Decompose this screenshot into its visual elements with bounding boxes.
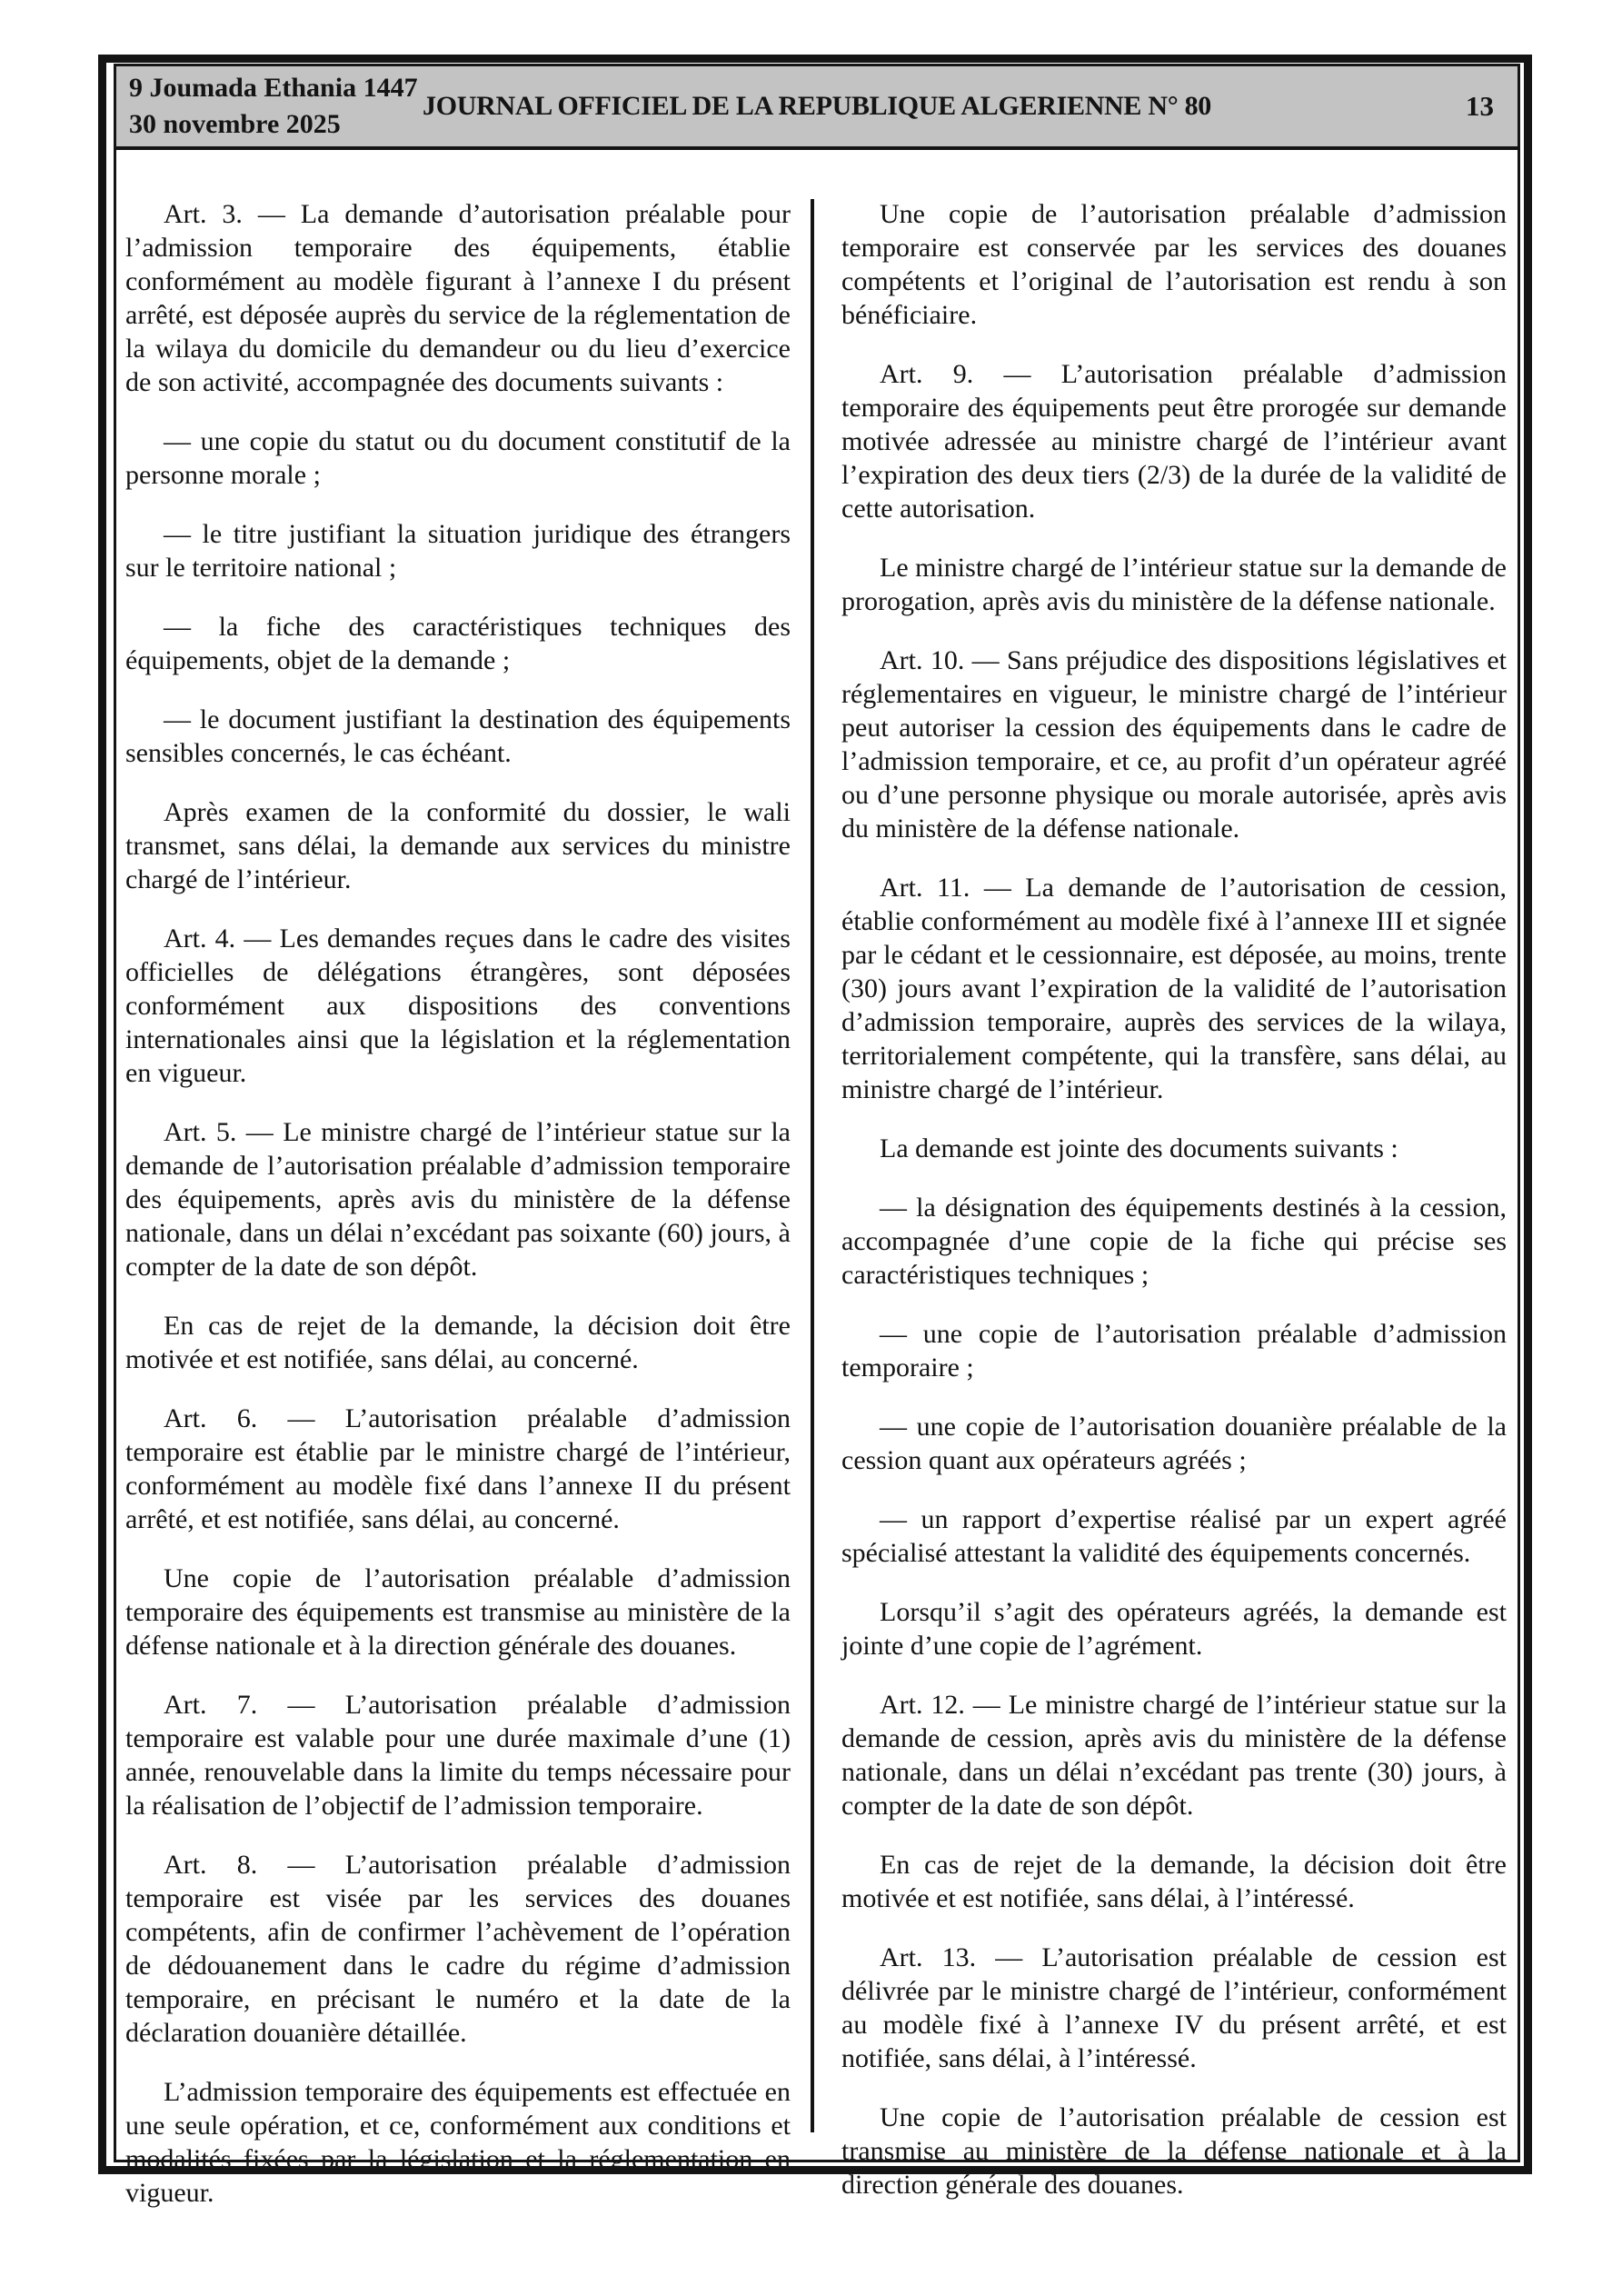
page-inner-frame: [114, 64, 1520, 2208]
journal-title: JOURNAL OFFICIEL DE LA REPUBLIQUE ALGERIENNE N° 80: [423, 91, 1211, 121]
left-column: [125, 197, 791, 2208]
page-header: [116, 66, 1518, 150]
paragraph: Art. 13. — L’autorisation préalable de cession est délivrée par le ministre chargé de l’intérieur, conformément au modèle fixé à l’annexe IV du présent arrêté, et est notifiée, sans délai, à l’intéressé.: [841, 1942, 1507, 2073]
paragraph: En cas de rejet de la demande, la décision doit être motivée et est notifiée, sans délai, au concerné.: [125, 1311, 791, 1374]
paragraph: Art. 7. — L’autorisation préalable d’admission temporaire est valable pour une durée maximale d’une (1) année, renouvelable dans la limite du temps nécessaire pour la réalisation de l’objectif de l’admission temporaire.: [125, 1690, 791, 1821]
paragraph: — le titre justifiant la situation juridique des étrangers sur le territoire national ;: [125, 519, 791, 583]
header-date-hijri: 9 Joumada Ethania 1447: [129, 73, 418, 103]
paragraph: Une copie de l’autorisation préalable de cession est transmise au ministère de la défense nationale et à la direction générale des douanes.: [841, 2102, 1507, 2200]
column-divider: [811, 199, 814, 2132]
header-date-gregorian: 30 novembre 2025: [129, 109, 341, 139]
paragraph: Art. 6. — L’autorisation préalable d’admission temporaire est établie par le ministre chargé de l’intérieur, conformément au modèle fixé dans l’annexe II du présent arrêté, et est notifiée, sans délai, au concerné.: [125, 1403, 791, 1534]
paragraph: — une copie du statut ou du document constitutif de la personne morale ;: [125, 426, 791, 490]
paragraph: — le document justifiant la destination des équipements sensibles concernés, le cas échéant.: [125, 704, 791, 768]
paragraph: Art. 12. — Le ministre chargé de l’intérieur statue sur la demande de cession, après avis du ministère de la défense nationale, dans un délai n’excédant pas trente (30) jours, à compter de la date de son dépôt.: [841, 1690, 1507, 1821]
page-frame: [98, 55, 1532, 2208]
page-content: [116, 150, 1518, 2208]
paragraph: — la fiche des caractéristiques techniques des équipements, objet de la demande ;: [125, 612, 791, 675]
paragraph: En cas de rejet de la demande, la décision doit être motivée et est notifiée, sans délai, à l’intéressé.: [841, 1850, 1507, 1913]
paragraph: Art. 11. — La demande de l’autorisation de cession, établie conformément au modèle fixé à l’annexe III et signée par le cédant et le cessionnaire, est déposée, au moins, trente (30) jours avant l’expiration de la validité de l’autorisation d’admission temporaire, auprès des services de la wilaya, territorialement compétente, qui la transfère, sans délai, au ministre chargé de l’intérieur.: [841, 873, 1507, 1104]
paragraph: — la désignation des équipements destinés à la cession, accompagnée d’une copie de la fiche qui précise ses caractéristiques techniques ;: [841, 1193, 1507, 1290]
paragraph: — une copie de l’autorisation préalable d’admission temporaire ;: [841, 1319, 1507, 1383]
paragraph: Art. 9. — L’autorisation préalable d’admission temporaire des équipements peut être prorogée sur demande motivée adressée au ministre chargé de l’intérieur avant l’expiration des deux tiers (2/3) de la durée de la validité de cette autorisation.: [841, 359, 1507, 524]
paragraph: Art. 10. — Sans préjudice des dispositions législatives et réglementaires en vigueur, le ministre chargé de l’intérieur peut autoriser la cession des équipements dans le cadre de l’admission temporaire, et ce, au profit d’un opérateur agréé ou d’une personne physique ou morale autorisée, après avis du ministère de la défense nationale.: [841, 645, 1507, 844]
paragraph: Après examen de la conformité du dossier, le wali transmet, sans délai, la demande aux services du ministre chargé de l’intérieur.: [125, 797, 791, 894]
paragraph: Une copie de l’autorisation préalable d’admission temporaire des équipements est transmise au ministère de la défense nationale et à la direction générale des douanes.: [125, 1563, 791, 1661]
paragraph: Le ministre chargé de l’intérieur statue sur la demande de prorogation, après avis du ministère de la défense nationale.: [841, 553, 1507, 616]
paragraph: — un rapport d’expertise réalisé par un expert agréé spécialisé attestant la validité des équipements concernés.: [841, 1504, 1507, 1568]
paragraph: L’admission temporaire des équipements est effectuée en une seule opération, et ce, conformément aux conditions et modalités fixées par la législation et la réglementation en vigueur.: [125, 2077, 791, 2208]
paragraph: Lorsqu’il s’agit des opérateurs agréés, la demande est jointe d’une copie de l’agrément.: [841, 1597, 1507, 1661]
paragraph: Une copie de l’autorisation préalable d’admission temporaire est conservée par les services des douanes compétents et l’original de l’autorisation est rendu à son bénéficiaire.: [841, 199, 1507, 330]
paragraph: Art. 5. — Le ministre chargé de l’intérieur statue sur la demande de l’autorisation préalable d’admission temporaire des équipements, après avis du ministère de la défense nationale, dans un délai n’excédant pas soixante (60) jours, à compter de la date de son dépôt.: [125, 1117, 791, 1282]
paragraph: Art. 8. — L’autorisation préalable d’admission temporaire est visée par les services des douanes compétents, afin de confirmer l’achèvement de l’opération de dédouanement dans le cadre du régime d’admission temporaire, en précisant le numéro et la date de la déclaration douanière détaillée.: [125, 1850, 791, 2048]
page-number: 13: [1466, 90, 1494, 122]
paragraph: Art. 4. — Les demandes reçues dans le cadre des visites officielles de délégations étrangères, sont déposées conformément aux dispositions des conventions internationales ainsi que la législation et la réglementation en vigueur.: [125, 923, 791, 1088]
right-column: [841, 197, 1507, 2200]
paragraph: La demande est jointe des documents suivants :: [880, 1133, 1398, 1163]
paragraph: Art. 3. — La demande d’autorisation préalable pour l’admission temporaire des équipements, établie conformément au modèle figurant à l’annexe I du présent arrêté, est déposée auprès du service de la réglementation de la wilaya du domicile du demandeur ou du lieu d’exercice de son activité, accompagnée des documents suivants :: [125, 199, 791, 397]
paragraph: — une copie de l’autorisation douanière préalable de la cession quant aux opérateurs agréés ;: [841, 1412, 1507, 1475]
